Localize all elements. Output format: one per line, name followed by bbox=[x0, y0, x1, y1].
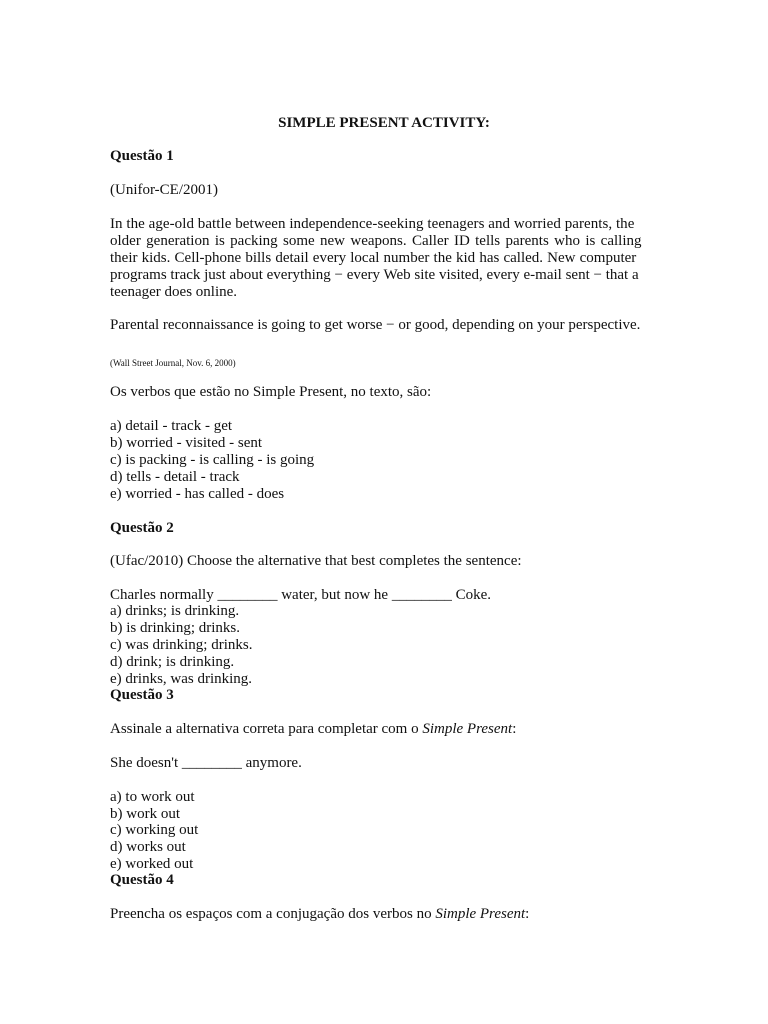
q3-sentence: She doesn't ________ anymore. bbox=[110, 755, 302, 771]
q2-prompt: (Ufac/2010) Choose the alternative that best completes the sentence: bbox=[110, 553, 522, 569]
q4-heading: Questão 4 bbox=[110, 872, 174, 888]
q1-heading: Questão 1 bbox=[110, 148, 174, 164]
q1-passage-2: Parental reconnaissance is going to get worse − or good, depending on your perspective. bbox=[110, 317, 641, 333]
q1-option-a: a) detail - track - get bbox=[110, 418, 233, 434]
q1-passage-line-3: their kids. Cell-phone bills detail every local number the kid has called. New computer bbox=[110, 250, 637, 266]
q1-option-b: b) worried - visited - sent bbox=[110, 435, 263, 451]
q3-option-a: a) to work out bbox=[110, 789, 195, 805]
q3-prompt-text: Assinale a alternativa correta para completar com o bbox=[110, 721, 423, 737]
q4-prompt-colon: : bbox=[525, 906, 530, 922]
q3-option-b: b) work out bbox=[110, 806, 180, 822]
q1-prompt: Os verbos que estão no Simple Present, no texto, são: bbox=[110, 384, 432, 400]
q3-option-d: d) works out bbox=[110, 839, 186, 855]
q3-option-e: e) worked out bbox=[110, 856, 194, 872]
q4-prompt-text: Preencha os espaços com a conjugação dos verbos no bbox=[110, 906, 436, 922]
q2-heading: Questão 2 bbox=[110, 520, 174, 536]
q1-source: (Unifor-CE/2001) bbox=[110, 182, 219, 198]
q2-option-a: a) drinks; is drinking. bbox=[110, 603, 240, 619]
q1-passage-line-5: teenager does online. bbox=[110, 284, 238, 300]
q1-option-c: c) is packing - is calling - is going bbox=[110, 452, 315, 468]
q1-option-e: e) worried - has called - does bbox=[110, 486, 285, 502]
q2-option-d: d) drink; is drinking. bbox=[110, 654, 235, 670]
q3-prompt bbox=[110, 721, 516, 738]
q4-prompt-emphasis: Simple Present bbox=[435, 906, 526, 922]
q1-passage-line-2: older generation is packing some new weapons. Caller ID tells parents who is calling bbox=[110, 233, 642, 249]
q3-option-c: c) working out bbox=[110, 822, 199, 838]
q1-passage-line-4: programs track just about everything − every Web site visited, every e-mail sent − that a bbox=[110, 267, 639, 283]
document-title: SIMPLE PRESENT ACTIVITY: bbox=[278, 115, 490, 131]
q2-sentence: Charles normally ________ water, but now he ________ Coke. bbox=[110, 587, 492, 603]
q1-option-d: d) tells - detail - track bbox=[110, 469, 240, 485]
q4-prompt bbox=[110, 906, 529, 923]
q2-option-b: b) is drinking; drinks. bbox=[110, 620, 240, 636]
q3-prompt-colon: : bbox=[512, 721, 517, 737]
q2-option-c: c) was drinking; drinks. bbox=[110, 637, 253, 653]
q3-prompt-emphasis: Simple Present bbox=[422, 721, 513, 737]
q2-option-e: e) drinks, was drinking. bbox=[110, 671, 253, 687]
q3-heading: Questão 3 bbox=[110, 687, 174, 703]
q1-passage-line-1: In the age-old battle between independence-seeking teenagers and worried parents, the bbox=[110, 216, 635, 232]
q1-citation: (Wall Street Journal, Nov. 6, 2000) bbox=[110, 358, 236, 368]
